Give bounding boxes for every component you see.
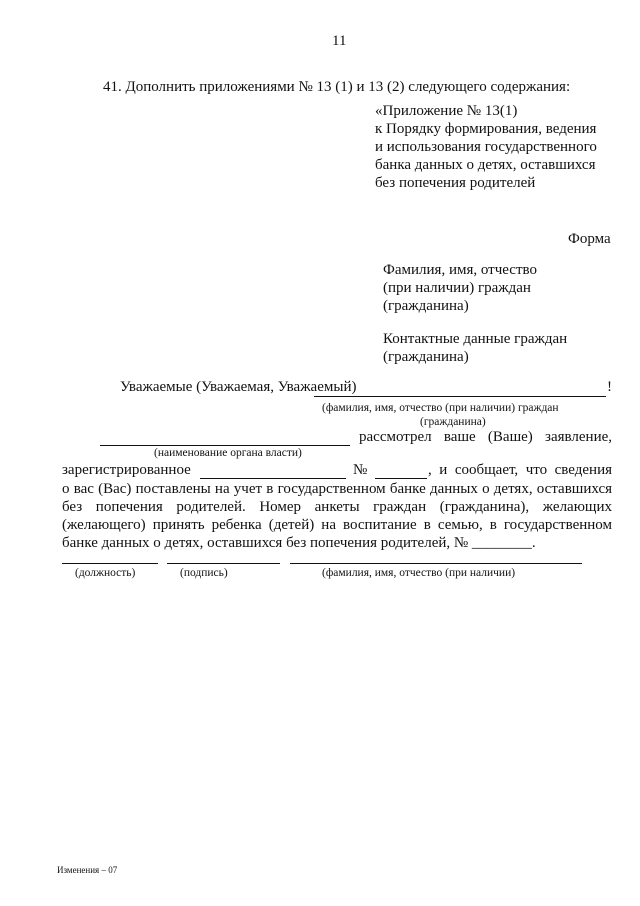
signature-field: [167, 563, 280, 564]
full-name-field: [290, 563, 582, 564]
applicant-name-line: (при наличии) граждан: [383, 280, 531, 296]
salutation-text: Уважаемые (Уважаемая, Уважаемый): [120, 379, 357, 395]
registered-word: зарегистрированное: [62, 462, 191, 478]
salutation-caption: (фамилия, имя, отчество (при наличии) граждан: [322, 402, 559, 414]
page-number: 11: [332, 33, 347, 49]
position-caption: (должность): [75, 567, 136, 579]
salutation-caption: (гражданина): [420, 416, 486, 428]
appendix-header: [375, 102, 597, 192]
appendix-header-line: и использования государственного: [375, 139, 597, 155]
footer-note: Изменения – 07: [57, 865, 118, 875]
contact-data-line: (гражданина): [383, 349, 469, 365]
registration-number-field: [375, 478, 427, 479]
appendix-header-line: без попечения родителей: [375, 175, 536, 191]
appendix-header-line: к Порядку формирования, ведения: [375, 121, 597, 137]
signature-caption: (подпись): [180, 567, 228, 579]
applicant-name-line: (гражданина): [383, 298, 469, 314]
body-paragraph-line: (желающего) принять ребенка (детей) на воспитание в семью, в государственном: [62, 517, 612, 533]
applicant-name-line: Фамилия, имя, отчество: [383, 262, 537, 278]
body-paragraph-line: банке данных о детях, оставшихся без попечения родителей, № ________.: [62, 535, 536, 551]
authority-caption: (наименование органа власти): [154, 447, 302, 459]
full-name-caption: (фамилия, имя, отчество (при наличии): [322, 567, 516, 579]
registration-date-field: [200, 478, 346, 479]
number-sign: №: [353, 462, 368, 478]
contact-data-line: Контактные данные граждан: [383, 331, 568, 347]
form-label: Форма: [568, 231, 611, 247]
contact-data-block: [383, 330, 567, 366]
appendix-header-line: банка данных о детях, оставшихся: [375, 157, 596, 173]
body-line-2-tail: , и сообщает, что сведения: [428, 462, 612, 478]
item-41-text: 41. Дополнить приложениями № 13 (1) и 13 (2) следующего содержания:: [103, 79, 571, 95]
appendix-header-line: «Приложение № 13(1): [375, 103, 518, 119]
salutation-name-field: [314, 396, 606, 397]
body-line-1: рассмотрел ваше (Ваше) заявление,: [359, 429, 612, 445]
applicant-name-block: [383, 261, 537, 315]
position-field: [62, 563, 158, 564]
body-paragraph-line: без попечения родителей. Номер анкеты граждан (гражданина), желающих: [62, 499, 612, 515]
body-paragraph-line: о вас (Вас) поставлены на учет в государственном банке данных о детях, оставшихся: [62, 481, 612, 497]
salutation-exclamation: !: [607, 379, 612, 395]
